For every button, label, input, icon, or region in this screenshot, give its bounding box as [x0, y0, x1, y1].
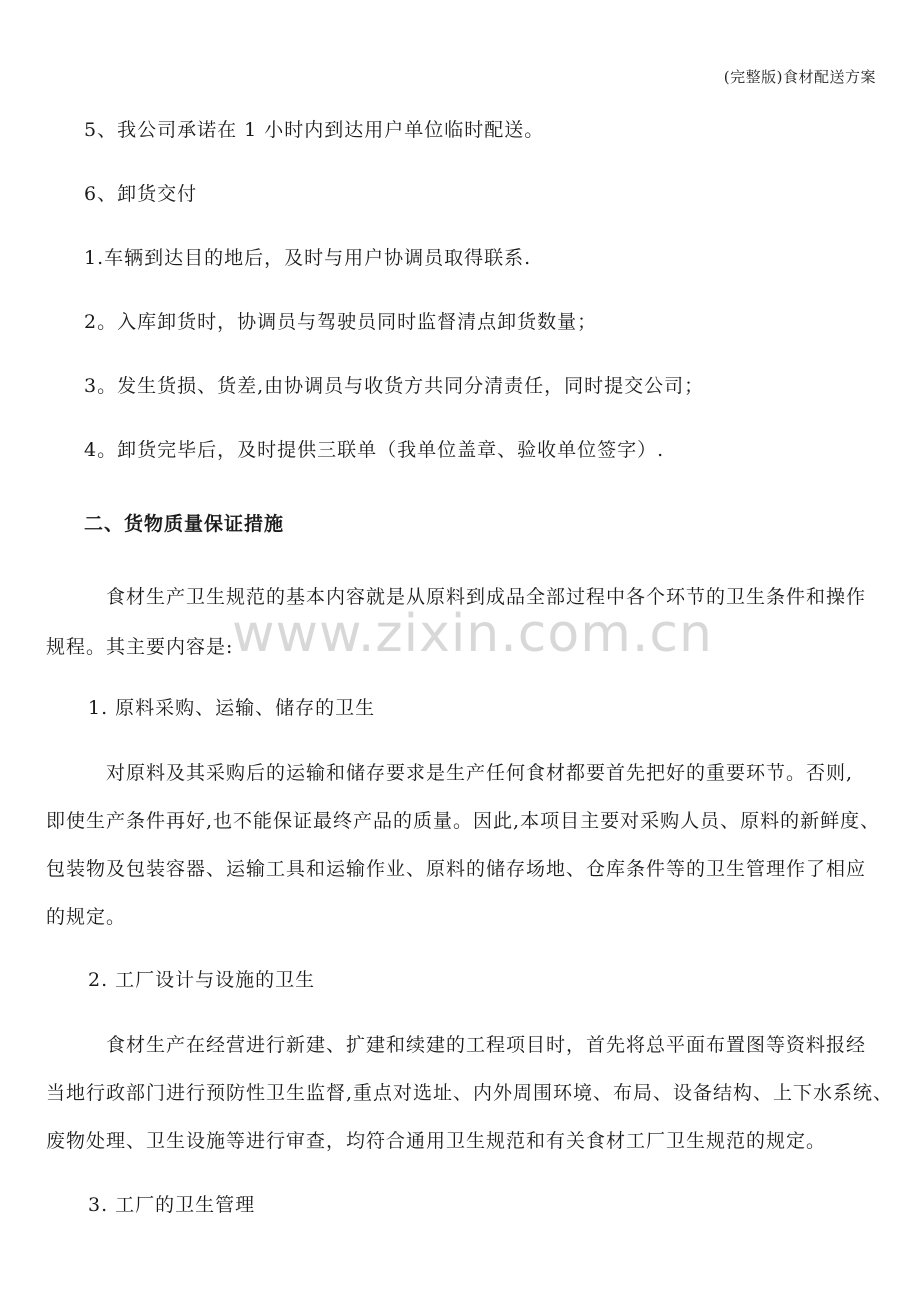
- subsection-3-title: 3. 工厂的卫生管理: [88, 1194, 256, 1216]
- watermark-text: www.zixin.com.cn: [232, 604, 713, 664]
- paragraph-3-line-3: 废物处理、卫生设施等进行审查，均符合通用卫生规范和有关食材工厂卫生规范的规定。: [46, 1130, 827, 1152]
- subsection-1-title: 1. 原料采购、运输、储存的卫生: [88, 697, 376, 719]
- paragraph-1-line-2: 规程。其主要内容是:: [46, 636, 234, 658]
- step-2-text: 2。入库卸货时，协调员与驾驶员同时监督清点卸货数量；: [84, 311, 598, 333]
- step-4-text: 4。卸货完毕后，及时提供三联单（我单位盖章、验收单位签字）.: [84, 439, 665, 461]
- paragraph-1-line-1: 食材生产卫生规范的基本内容就是从原料到成品全部过程中各个环节的卫生条件和操作: [106, 586, 867, 608]
- paragraph-3-line-1: 食材生产在经营进行新建、扩建和续建的工程项目时，首先将总平面布置图等资料报经: [106, 1034, 867, 1056]
- paragraph-2-line-2: 即使生产条件再好,也不能保证最终产品的质量。因此,本项目主要对采购人员、原料的新鲜度、: [46, 810, 881, 832]
- step-3-text: 3。发生货损、货差,由协调员与收货方共同分清责任，同时提交公司；: [84, 375, 705, 397]
- paragraph-2-line-1: 对原料及其采购后的运输和储存要求是生产任何食材都要首先把好的重要环节。否则,: [106, 762, 854, 784]
- paragraph-3-line-2: 当地行政部门进行预防性卫生监督,重点对选址、内外周围环境、布局、设备结构、上下水系统、: [46, 1082, 894, 1104]
- item-5-text: 5、我公司承诺在 1 小时内到达用户单位临时配送。: [84, 119, 545, 141]
- page-header-title: (完整版)食材配送方案: [723, 68, 876, 86]
- paragraph-2-line-3: 包装物及包装容器、运输工具和运输作业、原料的储存场地、仓库条件等的卫生管理作了相应: [46, 858, 867, 880]
- item-6-heading: 6、卸货交付: [84, 183, 198, 205]
- section-heading: 二、货物质量保证措施: [84, 513, 285, 535]
- step-1-text: 1.车辆到达目的地后，及时与用户协调员取得联系.: [84, 247, 532, 269]
- subsection-2-title: 2. 工厂设计与设施的卫生: [88, 969, 316, 991]
- paragraph-2-line-4: 的规定。: [46, 906, 127, 928]
